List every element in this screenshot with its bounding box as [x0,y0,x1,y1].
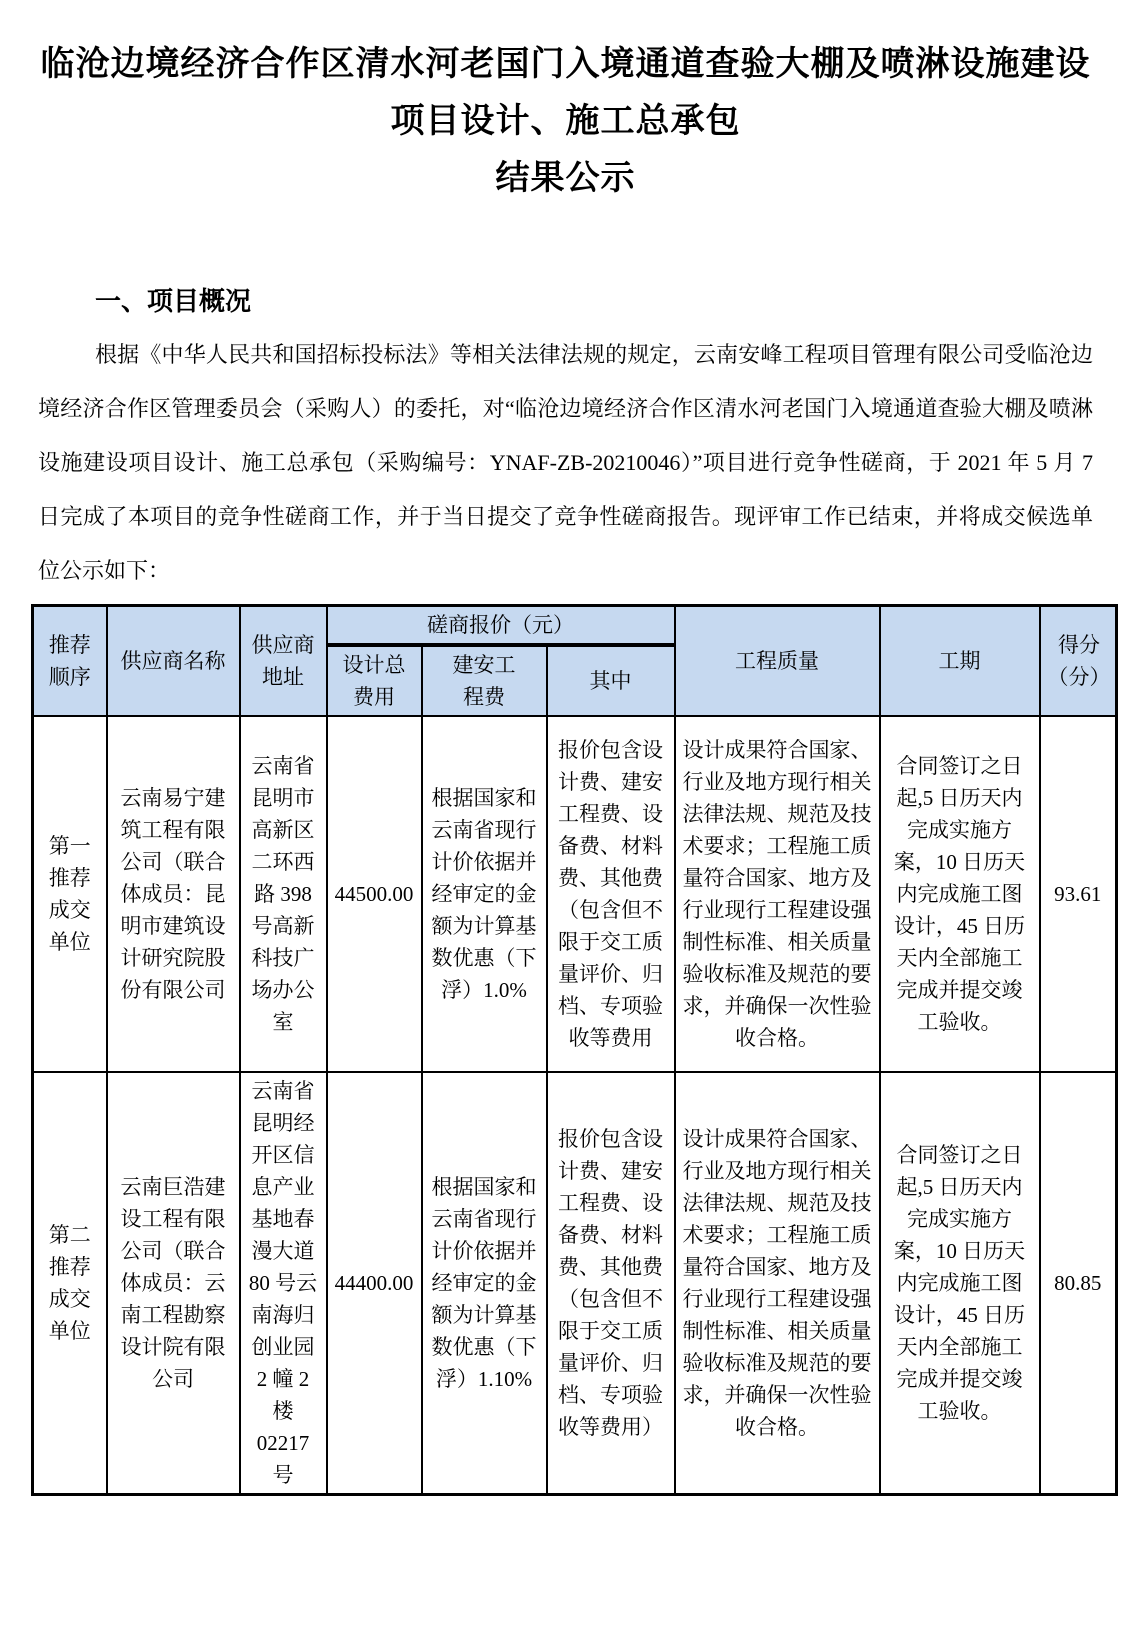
cell-construction-fee: 根据国家和云南省现行计价依据并经审定的金额为计算基数优惠（下浮）1.0% [422,716,547,1072]
cell-supplier-address: 云南省昆明经开区信息产业基地春漫大道 80 号云南海归创业园 2 幢 2 楼 02217 号 [240,1072,327,1495]
cell-design-fee: 44400.00 [327,1072,422,1495]
col-header-included: 其中 [547,645,675,716]
cell-score: 80.85 [1040,1072,1117,1495]
cell-included: 报价包含设计费、建安工程费、设备费、材料费、其他费（包含但不限于交工质量评价、归档、专项验收等费用） [547,1072,675,1495]
title-line-3: 结果公示 [495,160,636,197]
title-line-1: 临沧边境经济合作区清水河老国门入境通道查验大棚及喷淋设施建设 [40,46,1091,83]
result-table [31,604,1118,1496]
col-header-quality: 工程质量 [675,606,880,717]
col-header-construction-fee-label: 建安工程费 [452,653,516,709]
cell-design-fee: 44500.00 [327,716,422,1072]
title-line-2: 项目设计、施工总承包 [390,103,741,140]
header-row-top [33,606,1117,646]
table-row-second-candidate [33,1072,1117,1495]
table-row-first-candidate [33,716,1117,1072]
col-header-supplier-name: 供应商名称 [107,606,240,717]
cell-rank: 第一推荐成交单位 [33,716,107,1072]
col-header-design-fee-label: 设计总费用 [342,653,406,709]
col-header-quote-group: 磋商报价（元） [327,606,675,646]
intro-paragraph: 根据《中华人民共和国招标投标法》等相关法律法规的规定，云南安峰工程项目管理有限公司受临沧边境经济合作区管理委员会（采购人）的委托，对“临沧边境经济合作区清水河老国门入境通道查验大棚及喷淋设施建设项目设计、施工总承包（采购编号：YNAF-ZB-20210046）”项目进行竞争性磋商，于 2021 年 5 月 7 日完成了本项目的竞争性磋商工作，并于当日提交了竞争性磋商报告。现评审工作已结束，并将成交候选单位公示如下： [38,342,1093,583]
cell-duration: 合同签订之日起,5 日历天内完成实施方案，10 日历天内完成施工图设计，45 日历天内全部施工完成并提交竣工验收。 [880,716,1040,1072]
cell-supplier-name: 云南易宁建筑工程有限公司（联合体成员：昆明市建筑设计研究院股份有限公司 [107,716,240,1072]
col-header-supplier-address [240,606,327,717]
section-heading: 一、项目概况 [95,287,252,316]
col-header-score-label: 得分（分） [1047,633,1111,689]
cell-included: 报价包含设计费、建安工程费、设备费、材料费、其他费（包含但不限于交工质量评价、归档、专项验收等费用 [547,716,675,1072]
col-header-duration: 工期 [880,606,1040,717]
col-header-rank [33,606,107,717]
cell-supplier-address: 云南省昆明市高新区二环西路 398 号高新科技广场办公室 [240,716,327,1072]
col-header-supplier-address-label: 供应商地址 [251,633,315,689]
document-page [0,36,1131,1636]
cell-construction-fee: 根据国家和云南省现行计价依据并经审定的金额为计算基数优惠（下浮）1.10% [422,1072,547,1495]
cell-supplier-name: 云南巨浩建设工程有限公司（联合体成员：云南工程勘察设计院有限公司 [107,1072,240,1495]
cell-quality: 设计成果符合国家、行业及地方现行相关法律法规、规范及技术要求；工程施工质量符合国家、地方及行业现行工程建设强制性标准、相关质量验收标准及规范的要求，并确保一次性验收合格。 [675,1072,880,1495]
document-title [38,36,1093,207]
col-header-rank-label: 推荐顺序 [48,633,91,689]
cell-rank: 第二推荐成交单位 [33,1072,107,1495]
col-header-score [1040,606,1117,717]
cell-quality: 设计成果符合国家、行业及地方现行相关法律法规、规范及技术要求；工程施工质量符合国家、地方及行业现行工程建设强制性标准、相关质量验收标准及规范的要求，并确保一次性验收合格。 [675,716,880,1072]
cell-duration: 合同签订之日起,5 日历天内完成实施方案，10 日历天内完成施工图设计，45 日历天内全部施工完成并提交竣工验收。 [880,1072,1040,1495]
col-header-design-fee [327,645,422,716]
cell-score: 93.61 [1040,716,1117,1072]
col-header-construction-fee [422,645,547,716]
